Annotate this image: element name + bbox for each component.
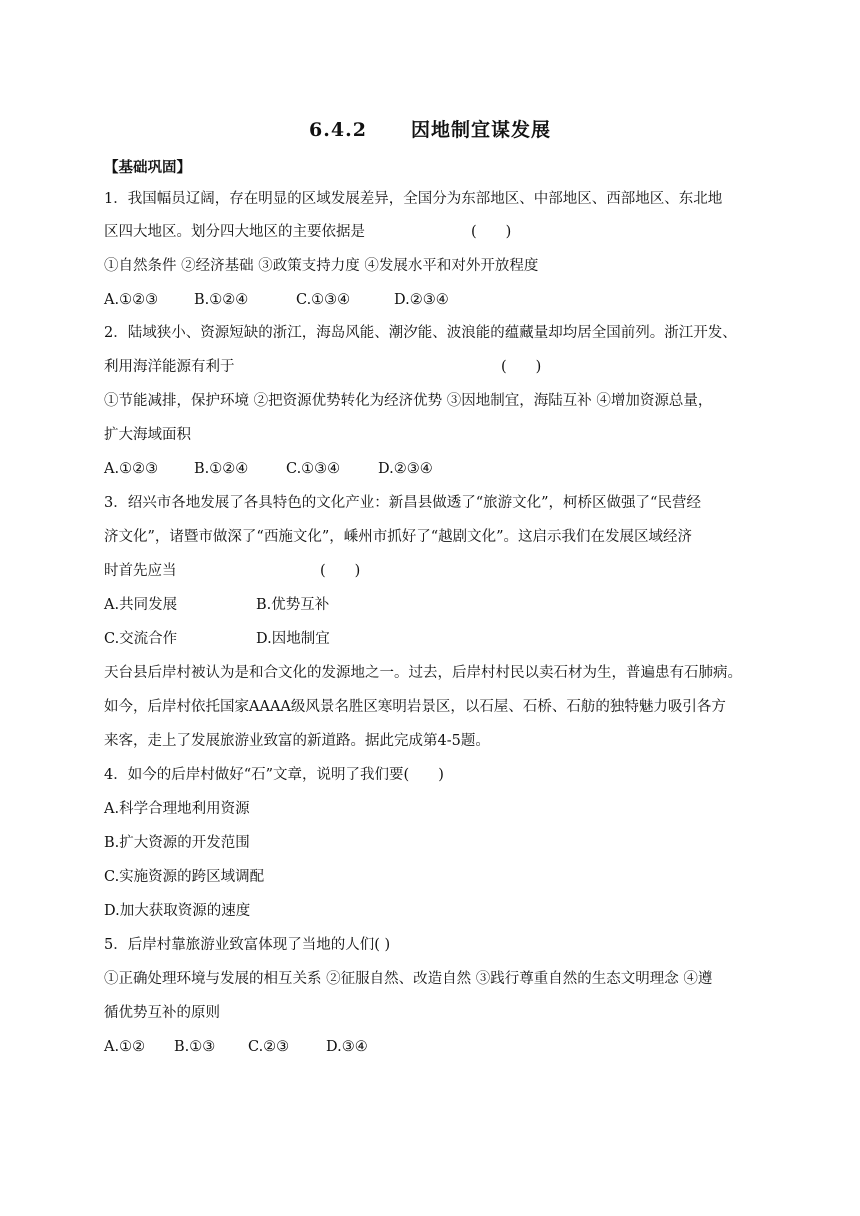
q2-option-b: B.①②④ (194, 461, 249, 477)
section-heading: 【基础巩固】 (104, 159, 191, 176)
q1-stem-line1: 1．我国幅员辽阔，存在明显的区域发展差异，全国分为东部地区、中部地区、西部地区、东北地 (104, 191, 723, 207)
q1-answer-paren: ( ) (471, 224, 512, 240)
q5-option-d: D.③④ (326, 1039, 368, 1055)
q5-option-c: C.②③ (248, 1039, 290, 1055)
q3-stem-line1: 3．绍兴市各地发展了各具特色的文化产业：新昌县做透了“旅游文化”，柯桥区做强了“民营经 (104, 495, 701, 511)
q5-stem: 5．后岸村靠旅游业致富体现了当地的人们( ) (104, 937, 391, 953)
q1-stem-text: 区四大地区。划分四大地区的主要依据是 (104, 224, 365, 240)
q5-choices-line2: 循优势互补的原则 (104, 1005, 220, 1021)
q2-choices-line2: 扩大海域面积 (104, 427, 191, 443)
q3-option-d: D.因地制宜 (256, 631, 330, 647)
q4-option-a: A.科学合理地利用资源 (104, 801, 250, 817)
q2-answer-paren: ( ) (501, 359, 542, 375)
q3-option-a: A.共同发展 (104, 597, 178, 613)
q1-option-b: B.①②④ (194, 292, 249, 308)
passage-line2: 如今，后岸村依托国家AAAA级风景名胜区寒明岩景区，以石屋、石桥、石舫的独特魅力吸引各方 (104, 699, 726, 715)
q5-option-a: A.①② (104, 1039, 146, 1055)
q4-option-c: C.实施资源的跨区域调配 (104, 869, 265, 885)
q5-option-b: B.①③ (174, 1039, 216, 1055)
q2-stem-line1: 2．陆域狭小、资源短缺的浙江，海岛风能、潮汐能、波浪能的蕴藏量却均居全国前列。浙江开发、 (104, 325, 737, 341)
q1-option-c: C.①③④ (296, 292, 351, 308)
q1-option-d: D.②③④ (394, 292, 449, 308)
q3-answer-paren: ( ) (320, 563, 361, 579)
q2-option-d: D.②③④ (378, 461, 433, 477)
q3-stem-text: 时首先应当 (104, 563, 177, 579)
q2-stem-text: 利用海洋能源有利于 (104, 359, 235, 375)
q1-option-a: A.①②③ (104, 292, 159, 308)
q4-stem: 4．如今的后岸村做好“石”文章，说明了我们要( ) (104, 767, 444, 783)
q5-choices-line1: ①正确处理环境与发展的相互关系 ②征服自然、改造自然 ③践行尊重自然的生态文明理念 ④遵 (104, 971, 713, 987)
q4-option-b: B.扩大资源的开发范围 (104, 835, 250, 851)
q4-option-d: D.加大获取资源的速度 (104, 903, 251, 919)
q3-option-b: B.优势互补 (256, 597, 330, 613)
page-title (0, 115, 860, 142)
q3-option-c: C.交流合作 (104, 631, 178, 647)
passage-line1: 天台县后岸村被认为是和合文化的发源地之一。过去，后岸村村民以卖石材为生，普遍患有石肺病。 (104, 665, 742, 681)
q2-option-c: C.①③④ (286, 461, 341, 477)
q3-stem-line2: 济文化”，诸暨市做深了“西施文化”，嵊州市抓好了“越剧文化”。这启示我们在发展区域经济 (104, 529, 693, 545)
q1-stem-line2 (104, 222, 512, 242)
q2-stem-line2 (104, 357, 542, 377)
q1-choices: ①自然条件 ②经济基础 ③政策支持力度 ④发展水平和对外开放程度 (104, 258, 539, 274)
lesson-title: 因地制宜谋发展 (410, 119, 551, 141)
passage-line3: 来客，走上了发展旅游业致富的新道路。据此完成第4-5题。 (104, 733, 490, 749)
q3-stem-line3 (104, 561, 361, 581)
q2-choices-line1: ①节能减排，保护环境 ②把资源优势转化为经济优势 ③因地制宜，海陆互补 ④增加资源总量， (104, 393, 713, 409)
lesson-number: 6.4.2 (309, 119, 367, 141)
q2-option-a: A.①②③ (104, 461, 159, 477)
